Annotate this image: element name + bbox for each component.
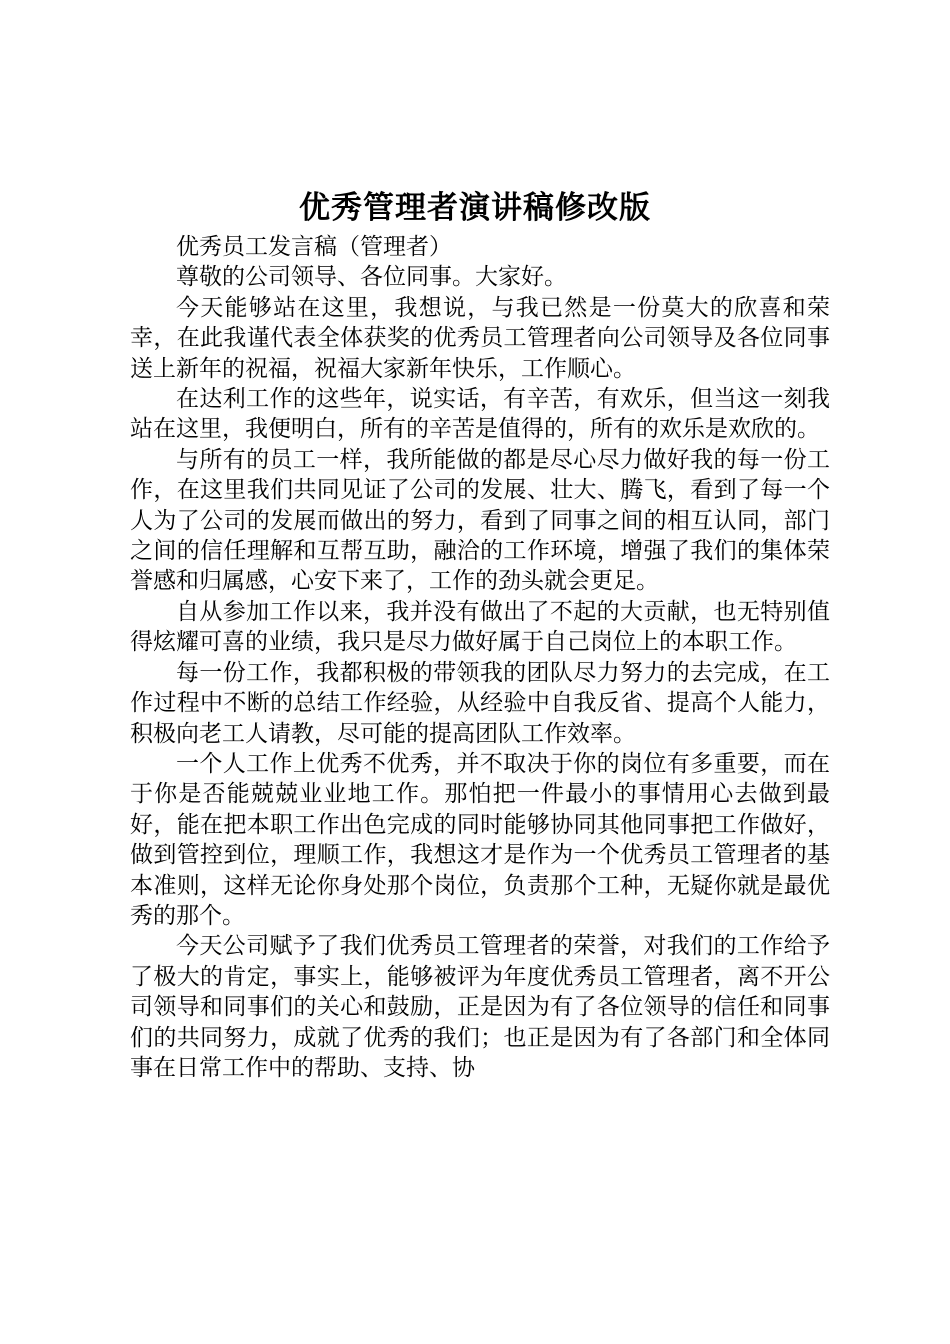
document-body [130, 232, 830, 1083]
document-title: 优秀管理者演讲稿修改版 [299, 190, 651, 226]
paragraph: 今天公司赋予了我们优秀员工管理者的荣誉，对我们的工作给予了极大的肯定，事实上，能够被评为年度优秀员工管理者，离不开公司领导和同事们的关心和鼓励，正是因为有了各位领导的信任和同事们的共同努力，成就了优秀的我们；也正是因为有了各部门和全体同事在日常工作中的帮助、支持、协 [130, 933, 830, 1081]
paragraph: 每一份工作，我都积极的带领我的团队尽力努力的去完成，在工作过程中不断的总结工作经验，从经验中自我反省、提高个人能力，积极向老工人请教，尽可能的提高团队工作效率。 [130, 659, 830, 747]
paragraph: 尊敬的公司领导、各位同事。大家好。 [176, 264, 567, 291]
paragraph: 优秀员工发言稿（管理者） [176, 234, 452, 260]
paragraph: 今天能够站在这里，我想说，与我已然是一份莫大的欣喜和荣幸，在此我谨代表全体获奖的优秀员工管理者向公司领导及各位同事送上新年的祝福，祝福大家新年快乐，工作顺心。 [130, 294, 830, 382]
paragraph: 一个人工作上优秀不优秀，并不取决于你的岗位有多重要，而在于你是否能兢兢业业地工作。那怕把一件最小的事情用心去做到最好，能在把本职工作出色完成的同时能够协同其他同事把工作做好，做到管控到位，理顺工作，我想这才是作为一个优秀员工管理者的基本准则，这样无论你身处那个岗位，负责那个工种，无疑你就是最优秀的那个。 [130, 750, 830, 929]
paragraph: 自从参加工作以来，我并没有做出了不起的大贡献，也无特别值得炫耀可喜的业绩，我只是尽力做好属于自己岗位上的本职工作。 [130, 598, 830, 656]
paragraph: 在达利工作的这些年，说实话，有辛苦，有欢乐，但当这一刻我站在这里，我便明白，所有的辛苦是值得的，所有的欢乐是欢欣的。 [130, 386, 830, 443]
paragraph: 与所有的员工一样，我所能做的都是尽心尽力做好我的每一份工作，在这里我们共同见证了公司的发展、壮大、腾飞，看到了每一个人为了公司的发展而做出的努力，看到了同事之间的相互认同，部门之间的信任理解和互帮互助，融洽的工作环境，增强了我们的集体荣誉感和归属感，心安下来了，工作的劲头就会更足。 [130, 446, 830, 595]
